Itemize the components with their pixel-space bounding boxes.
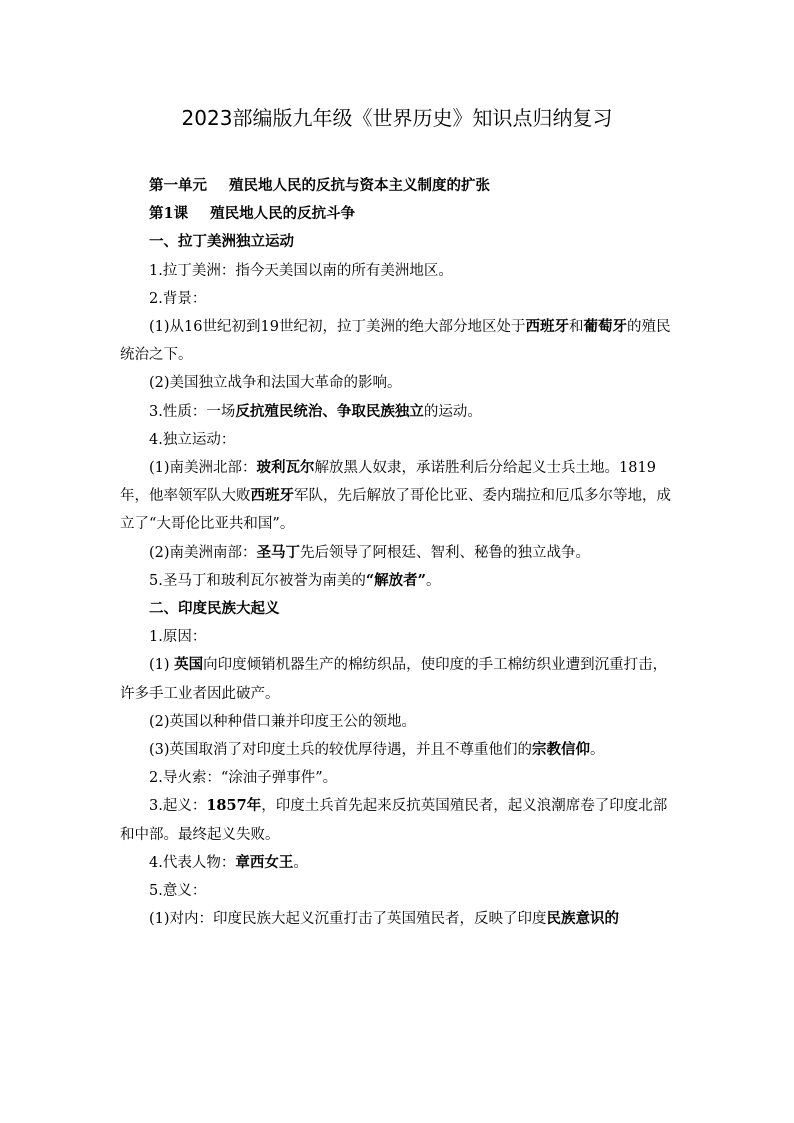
paragraph: (2)英国以种种借口兼并印度王公的领地。 — [149, 713, 417, 730]
lesson-label: 第1课 — [149, 205, 189, 223]
paragraph: 3.起义：1857年，印度土兵首先起来反抗英国殖民者，起义浪潮席卷了印度北部和中部。最终起义失败。 — [120, 797, 668, 843]
section-heading: 一、拉丁美洲独立运动 — [149, 233, 294, 251]
paragraph: 3.性质：一场反抗殖民统治、争取民族独立的运动。 — [149, 402, 482, 420]
paragraph: (1)南美洲北部：玻利瓦尔解放黑人奴隶，承诺胜利后分给起义士兵土地。1819年，他率领军队大败西班牙军队，先后解放了哥伦比亚、委内瑞拉和厄瓜多尔等地，成立了“大哥伦比亚共和国”。 — [120, 459, 671, 533]
paragraph: 1.原因： — [149, 629, 207, 646]
paragraph: (1)从16世纪初到19世纪初，拉丁美洲的绝大部分地区处于西班牙和葡萄牙的殖民统治之下。 — [120, 318, 671, 364]
paragraph: 2.导火索：“涂油子弹事件”。 — [149, 770, 338, 787]
paragraph: (1)对内：印度民族大起义沉重打击了英国殖民者，反映了印度民族意识的 — [149, 910, 620, 928]
paragraph: 5.意义： — [149, 883, 207, 900]
lesson-heading — [120, 200, 676, 228]
paragraph: 4.代表人物：章西女王。 — [149, 853, 308, 871]
paragraph: 1.拉丁美洲：指今天美国以南的所有美洲地区。 — [149, 262, 453, 279]
document-body — [120, 172, 676, 933]
unit-title: 殖民地人民的反抗与资本主义制度的扩张 — [229, 177, 490, 194]
paragraph: 5.圣马丁和玻利瓦尔被誉为南美的“解放者”。 — [149, 571, 441, 589]
paragraph: (2)南美洲南部：圣马丁先后领导了阿根廷、智利、秘鲁的独立战争。 — [149, 543, 591, 561]
section-heading: 二、印度民族大起义 — [149, 600, 280, 618]
unit-heading — [120, 172, 676, 200]
paragraph: (2)美国独立战争和法国大革命的影响。 — [149, 375, 402, 392]
paragraph: 4.独立运动： — [149, 431, 236, 448]
paragraph: 2.背景： — [149, 290, 207, 307]
paragraph: (1) 英国向印度倾销机器生产的棉纺织品，使印度的手工棉纺织业遭到沉重打击，许多手工业者因此破产。 — [120, 656, 668, 702]
unit-label: 第一单元 — [149, 177, 207, 194]
lesson-title: 殖民地人民的反抗斗争 — [210, 205, 356, 223]
document-title: 2023部编版九年级《世界历史》知识点归纳复习 — [181, 106, 613, 130]
paragraph: (3)英国取消了对印度土兵的较优厚待遇，并且不尊重他们的宗教信仰。 — [149, 741, 605, 759]
